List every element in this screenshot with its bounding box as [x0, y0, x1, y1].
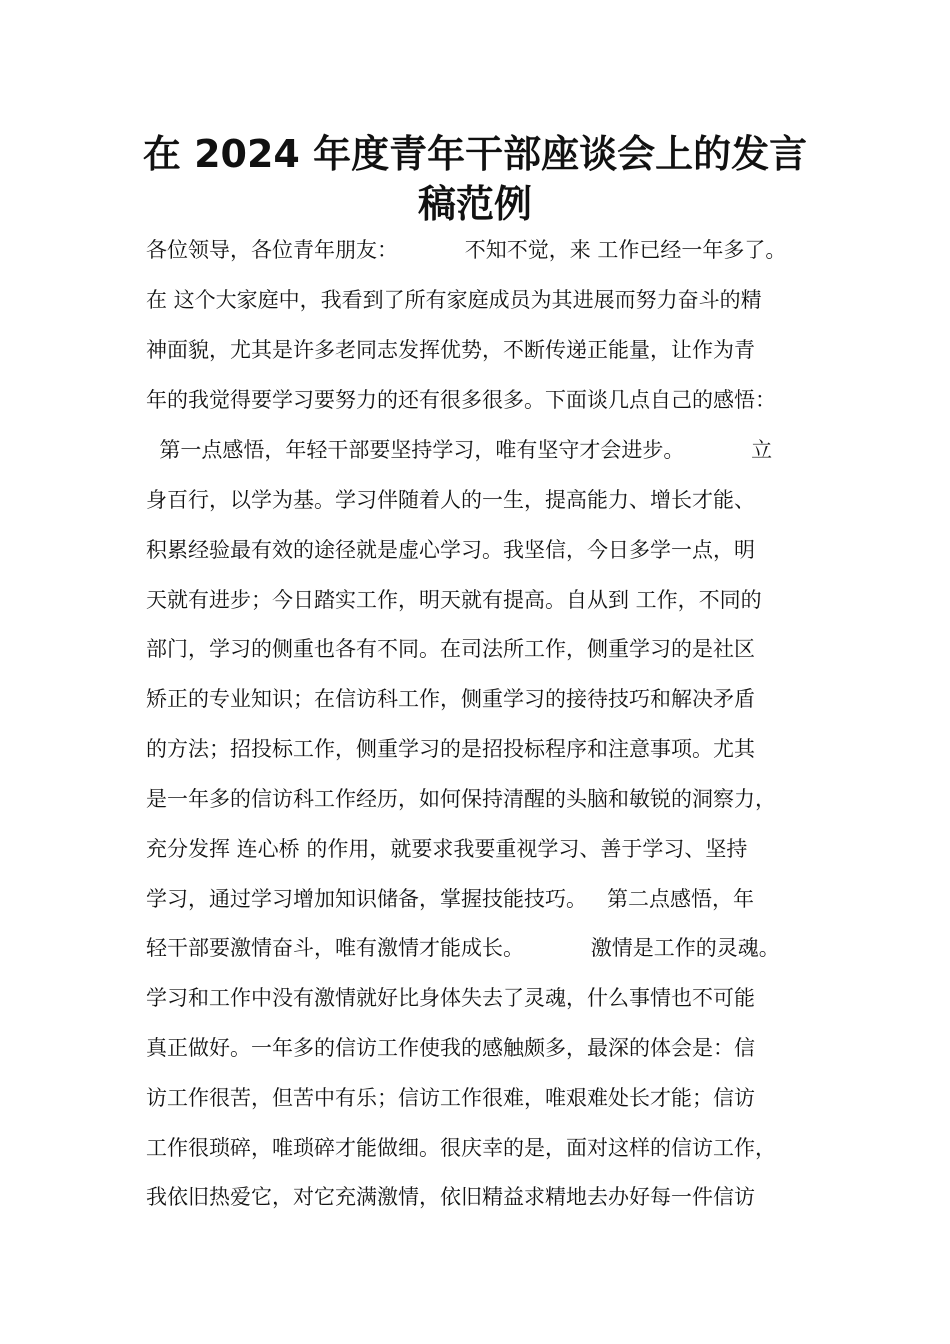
body-line: 年的我觉得要学习要努力的还有很多很多。下面谈几点自己的感悟： — [146, 388, 776, 412]
body-line: 是一年多的信访科工作经历，如何保持清醒的头脑和敏锐的洞察力， — [146, 787, 776, 811]
body-line: 工作很琐碎，唯琐碎才能做细。很庆幸的是，面对这样的信访工作， — [146, 1136, 776, 1160]
body-line: 学习和工作中没有激情就好比身体失去了灵魂，什么事情也不可能 — [146, 986, 755, 1010]
body-line: 充分发挥 连心桥 的作用，就要求我要重视学习、善于学习、坚持 — [146, 837, 748, 861]
body-line: 身百行，以学为基。学习伴随着人的一生，提高能力、增长才能、 — [146, 488, 755, 512]
body-line: 天就有进步；今日踏实工作，明天就有提高。自从到 工作，不同的 — [146, 588, 762, 612]
body-line: 真正做好。一年多的信访工作使我的感触颇多，最深的体会是：信 — [146, 1036, 755, 1060]
body-line: 积累经验最有效的途径就是虚心学习。我坚信，今日多学一点，明 — [146, 538, 755, 562]
body-line: 在 这个大家庭中，我看到了所有家庭成员为其进展而努力奋斗的精 — [146, 288, 762, 312]
body-line: 学习，通过学习增加知识储备，掌握技能技巧。 第二点感悟，年 — [146, 887, 755, 911]
body-line: 我依旧热爱它，对它充满激情，依旧精益求精地去办好每一件信访 — [146, 1185, 755, 1209]
body-line: 神面貌，尤其是许多老同志发挥优势，不断传递正能量，让作为青 — [146, 338, 755, 362]
body-line: 第一点感悟，年轻干部要坚持学习，唯有坚守才会进步。 立 — [146, 438, 773, 462]
document-title-line-2: 稿范例 — [417, 182, 532, 226]
body-line: 部门，学习的侧重也各有不同。在司法所工作，侧重学习的是社区 — [146, 637, 755, 661]
body-line: 矫正的专业知识；在信访科工作，侧重学习的接待技巧和解决矛盾 — [146, 687, 755, 711]
document-title-line-1: 在 2024 年度青年干部座谈会上的发言 — [142, 132, 808, 176]
body-line: 各位领导，各位青年朋友： 不知不觉，来 工作已经一年多了。 — [146, 238, 787, 262]
body-line: 的方法；招投标工作，侧重学习的是招投标程序和注意事项。尤其 — [146, 737, 755, 761]
body-line: 轻干部要激情奋斗，唯有激情才能成长。 激情是工作的灵魂。 — [146, 936, 780, 960]
body-line: 访工作很苦，但苦中有乐；信访工作很难，唯艰难处长才能；信访 — [146, 1086, 755, 1110]
